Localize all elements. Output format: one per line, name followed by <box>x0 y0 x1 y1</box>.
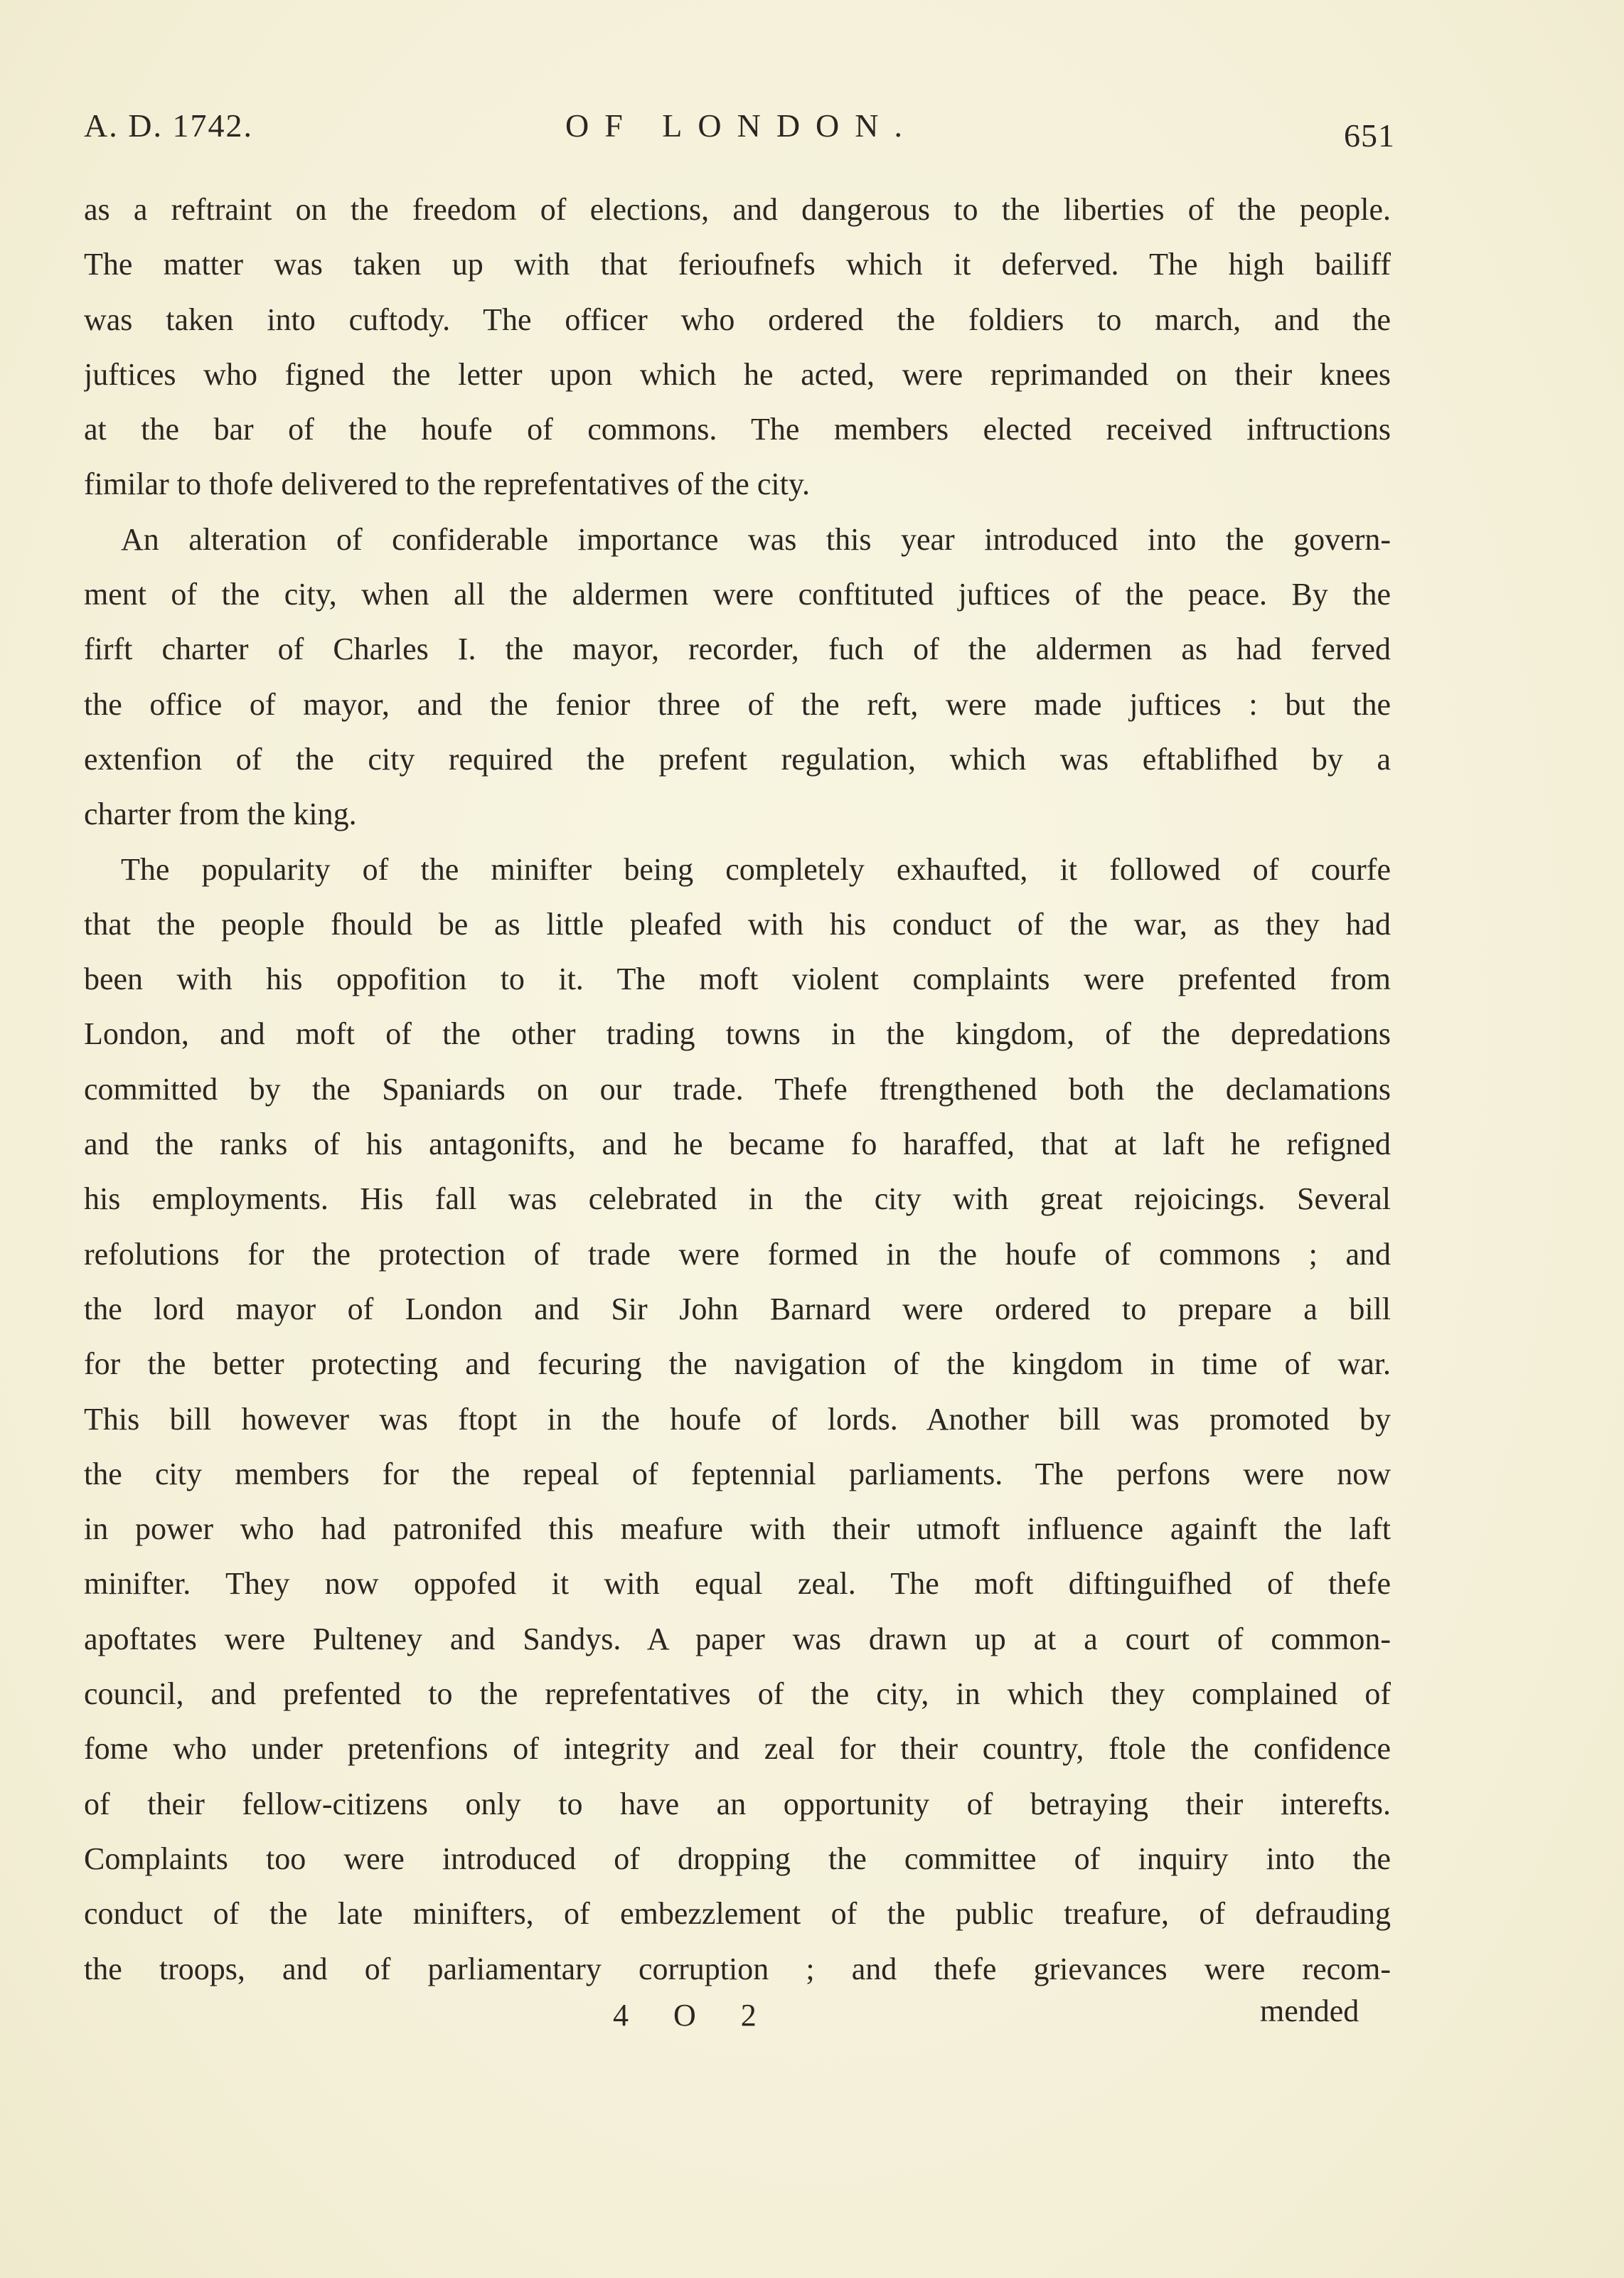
catchword: mended <box>1260 1994 1359 2028</box>
header-title: OF LONDON. <box>565 107 918 144</box>
text-line: of their fellow-citizens only to have an opportunity of betraying their interefts. <box>84 1786 1391 1821</box>
text-line: An alteration of confiderable importance was this year introduced into the govern- <box>121 521 1391 557</box>
text-line: refolutions for the protection of trade were formed in the houfe of commons ; and <box>84 1236 1391 1272</box>
text-line: for the better protecting and fecuring the navigation of the kingdom in time of war. <box>84 1346 1391 1382</box>
text-line: was taken into cuftody. The officer who ordered the foldiers to march, and the <box>84 302 1391 337</box>
text-line: conduct of the late minifters, of embezzlement of the public treafure, of defrauding <box>84 1896 1391 1932</box>
header-date: A. D. 1742. <box>84 107 253 144</box>
text-line: This bill however was ftopt in the houfe of lords. Another bill was promoted by <box>84 1401 1391 1437</box>
text-line: apoftates were Pulteney and Sandys. A paper was drawn up at a court of common- <box>84 1621 1391 1656</box>
body-text <box>84 182 1391 1996</box>
text-line: ment of the city, when all the aldermen were conftituted juftices of the peace. By the <box>84 577 1391 612</box>
page-number: 651 <box>1344 117 1395 154</box>
text-line: London, and moft of the other trading towns in the kingdom, of the depredations <box>84 1016 1391 1052</box>
text-line: and the ranks of his antagonifts, and he became fo haraffed, that at laft he refigned <box>84 1127 1391 1162</box>
text-line: fome who under pretenfions of integrity and zeal for their country, ftole the confidence <box>84 1731 1391 1767</box>
text-line: charter from the king. <box>84 797 357 832</box>
text-line: council, and prefented to the reprefentatives of the city, in which they complained of <box>84 1676 1391 1712</box>
running-head <box>0 107 1624 156</box>
text-line: the troops, and of parliamentary corruption ; and thefe grievances were recom- <box>84 1951 1391 1986</box>
text-line: the office of mayor, and the fenior three of the reft, were made juftices : but the <box>84 686 1391 722</box>
text-line: been with his oppofition to it. The moft violent complaints were prefented from <box>84 962 1391 997</box>
page-footer <box>0 1994 1624 2047</box>
text-line: fimilar to thofe delivered to the reprefentatives of the city. <box>84 467 810 502</box>
text-line: committed by the Spaniards on our trade. Thefe ftrengthened both the declamations <box>84 1071 1391 1107</box>
text-line: his employments. His fall was celebrated in the city with great rejoicings. Several <box>84 1181 1391 1217</box>
paragraph <box>84 842 1391 1996</box>
text-line: minifter. They now oppofed it with equal zeal. The moft diftinguifhed of thefe <box>84 1566 1391 1602</box>
text-line: in power who had patronifed this meafure with their utmoft influence againft the laft <box>84 1511 1391 1547</box>
text-line: extenfion of the city required the prefent regulation, which was eftablifhed by a <box>84 741 1391 777</box>
text-line: the lord mayor of London and Sir John Barnard were ordered to prepare a bill <box>84 1291 1391 1326</box>
text-line: The popularity of the minifter being completely exhaufted, it followed of courfe <box>121 851 1391 887</box>
text-line: juftices who figned the letter upon which he acted, were reprimanded on their knees <box>84 356 1391 392</box>
paragraph <box>84 182 1391 512</box>
text-line: Complaints too were introduced of dropping the committee of inquiry into the <box>84 1841 1391 1876</box>
text-line: The matter was taken up with that ferioufnefs which it deferved. The high bailiff <box>84 247 1391 282</box>
text-line: the city members for the repeal of feptennial parliaments. The perfons were now <box>84 1456 1391 1491</box>
paragraph <box>84 512 1391 842</box>
text-line: firft charter of Charles I. the mayor, recorder, fuch of the aldermen as had ferved <box>84 632 1391 667</box>
text-line: that the people fhould be as little pleafed with his conduct of the war, as they had <box>84 906 1391 942</box>
signature-mark: 4 O 2 <box>613 1998 775 2033</box>
text-line: as a reftraint on the freedom of elections, and dangerous to the liberties of the people. <box>84 192 1391 227</box>
text-line: at the bar of the houfe of commons. The members elected received inftructions <box>84 412 1391 447</box>
